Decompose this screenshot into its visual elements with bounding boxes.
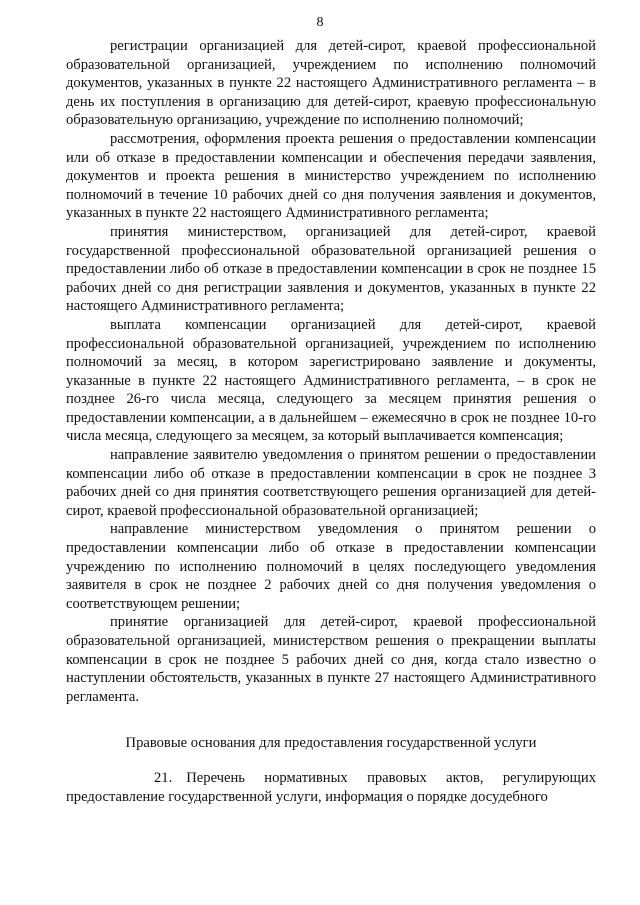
item-21-number: 21. bbox=[154, 769, 173, 786]
paragraph-decision: принятия министерством, организацией для детей-сирот, краевой государственной профессиональной образовательной организацией решения о предоставлении либо об отказе в предоставлении компенсации в срок не позднее 15 рабочих дней со дня регистрации заявления и документов, указанных в пункте 22 настоящего Административного регламента; bbox=[66, 223, 596, 315]
paragraph-termination: принятие организацией для детей-сирот, краевой профессиональной образовательной организацией, министерством решения о прекращении выплаты компенсации в срок не позднее 5 рабочих дней со дня, когда стало известно о наступлении обстоятельств, указанных в пункте 27 настоящего Административного регламента. bbox=[66, 614, 596, 705]
paragraph-registration: регистрации организацией для детей-сирот, краевой профессиональной образовательной организацией, учреждением по исполнению полномочий документов, указанных в пункте 22 настоящего Административного регламента – в день их поступления в организацию для детей-сирот, краевую профессиональную образовательную организацию, учреждение по исполнению полномочий; bbox=[66, 38, 596, 129]
document-body bbox=[66, 37, 596, 806]
item-21 bbox=[66, 769, 596, 806]
paragraph-payment: выплата компенсации организацией для детей-сирот, краевой профессиональной образовательной организацией, учреждением по исполнению полномочий за месяц, в котором зарегистрировано заявление и документы, указанные в пункте 22 настоящего Административного регламента, – в срок не позднее 26-го числа месяца, следующего за месяцем принятия решения о предоставлении компенсации, а в дальнейшем – ежемесячно в срок не позднее 10-го числа месяца, следующего за месяцем, за который выплачивается компенсация; bbox=[66, 316, 596, 445]
paragraph-ministry-notice: направление министерством уведомления о принятом решении о предоставлении компенсации либо об отказе в предоставлении компенсации учреждению по исполнению полномочий в целях последующего уведомления заявителя в срок не позднее 2 рабочих дней со дня получения уведомления о соответствующем решении; bbox=[66, 521, 596, 612]
page-number: 8 bbox=[316, 15, 324, 30]
paragraph-applicant-notice: направление заявителю уведомления о принятом решении о предоставлении компенсации либо об отказе в предоставлении компенсации в срок не позднее 3 рабочих дней со дня принятия соответствующего решения организацией для детей-сирот, краевой профессиональной образовательной организацией; bbox=[66, 447, 596, 519]
item-21-text: Перечень нормативных правовых актов, регулирующих предоставление государственной услуги, информация о порядке досудебного bbox=[66, 769, 596, 805]
section-heading: Правовые основания для предоставления государственной услуги bbox=[125, 735, 537, 752]
paragraph-review: рассмотрения, оформления проекта решения о предоставлении компенсации или об отказе в предоставлении компенсации и обеспечения передачи заявления, документов и проекта решения в министерство учреждением по исполнению полномочий в течение 10 рабочих дней со дня получения заявления и документов, указанных в пункте 22 настоящего Административного регламента; bbox=[66, 130, 596, 222]
